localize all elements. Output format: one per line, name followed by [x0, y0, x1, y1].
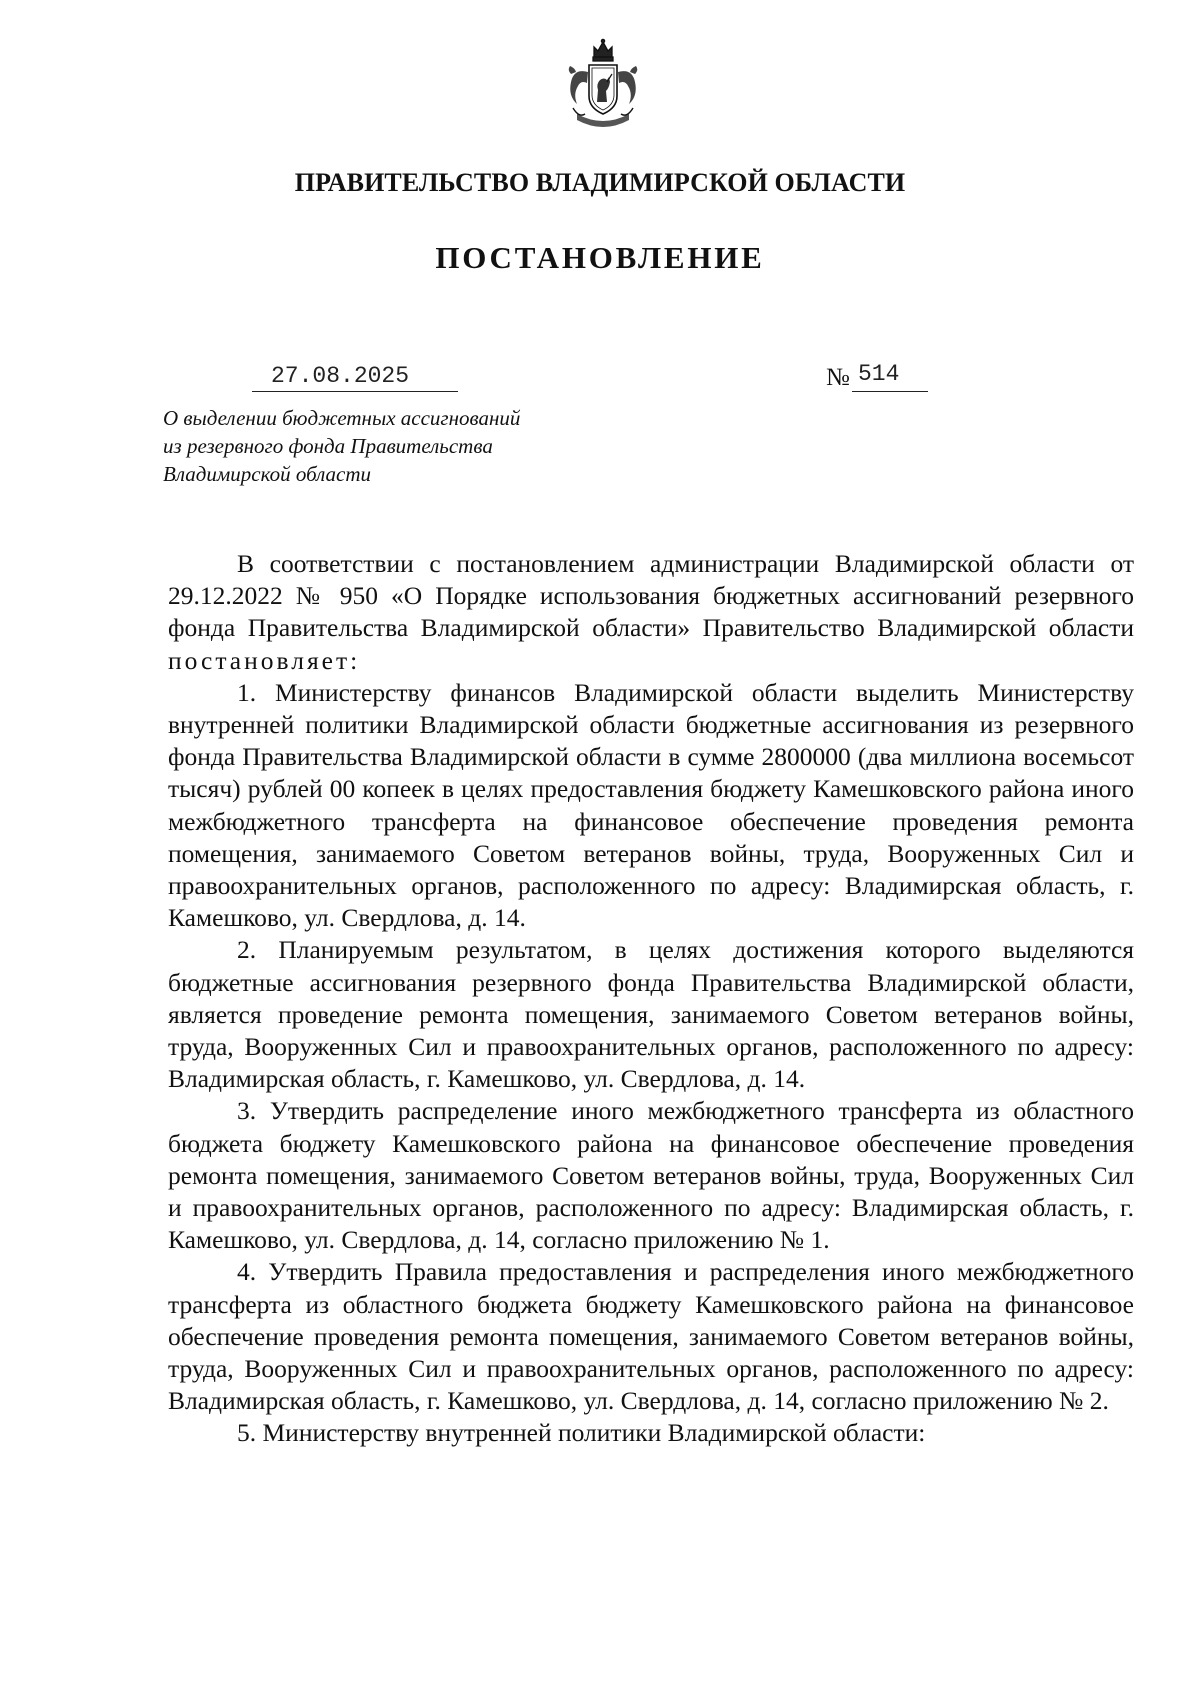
date-field	[252, 359, 458, 392]
preamble-text: В соответствии с постановлением администрации Владимирской области от 29.12.2022 № 950 «О Порядке использования бюджетных ассигнований резервного фонда Правительства Владимирской области» Правительство Владимирской области	[168, 549, 1134, 643]
organization-title: ПРАВИТЕЛЬСТВО ВЛАДИМИРСКОЙ ОБЛАСТИ	[294, 168, 906, 197]
subject-line: Владимирской области	[163, 462, 372, 486]
item-paragraph: 3. Утвердить распределение иного межбюджетного трансферта из областного бюджета бюджету Камешковского района на финансовое обеспечение проведения ремонта помещения, занимаемого Советом ветеранов войны, труда, Вооруженных Сил и правоохранительных органов, расположенного по адресу: Владимирская область, г. Камешково, ул. Свердлова, д. 14, согласно приложению № 1.	[168, 1096, 1134, 1255]
number-field	[852, 359, 928, 392]
item-paragraph: 5. Министерству внутренней политики Владимирской области:	[237, 1418, 926, 1448]
number-sign: №	[826, 364, 850, 391]
decree-word: постановляет:	[168, 645, 361, 675]
item-paragraph: 2. Планируемым результатом, в целях достижения которого выделяются бюджетные ассигнования резервного фонда Правительства Владимирской области, является проведение ремонта помещения, занимаемого Советом ветеранов войны, труда, Вооруженных Сил и правоохранительных органов, расположенного по адресу: Владимирская область, г. Камешково, ул. Свердлова, д. 14.	[168, 935, 1134, 1094]
item-paragraph: 1. Министерству финансов Владимирской области выделить Министерству внутренней политики Владимирской области бюджетные ассигнования из резервного фонда Правительства Владимирской области в сумме 2800000 (два миллиона восемьсот тысяч) рублей 00 копеек в целях предоставления бюджету Камешковского района иного межбюджетного трансферта на финансовое обеспечение проведения ремонта помещения, занимаемого Советом ветеранов войны, труда, Вооруженных Сил и правоохранительных органов, расположенного по адресу: Владимирская область, г. Камешково, ул. Свердлова, д. 14.	[168, 677, 1134, 933]
subject-line: из резервного фонда Правительства	[163, 434, 493, 458]
coat-of-arms-icon	[563, 38, 643, 134]
document-subject	[163, 404, 603, 488]
preamble-paragraph	[168, 548, 1134, 677]
item-paragraph: 4. Утвердить Правила предоставления и распределения иного межбюджетного трансферта из областного бюджета бюджету Камешковского района на финансовое обеспечение проведения ремонта помещения, занимаемого Советом ветеранов войны, труда, Вооруженных Сил и правоохранительных органов, расположенного по адресу: Владимирская область, г. Камешково, ул. Свердлова, д. 14, согласно приложению № 2.	[168, 1257, 1134, 1416]
subject-line: О выделении бюджетных ассигнований	[163, 406, 521, 430]
document-body	[168, 548, 1134, 1450]
document-number: 514	[858, 361, 900, 387]
document-date: 27.08.2025	[271, 363, 410, 389]
document-type: ПОСТАНОВЛЕНИЕ	[435, 240, 765, 275]
